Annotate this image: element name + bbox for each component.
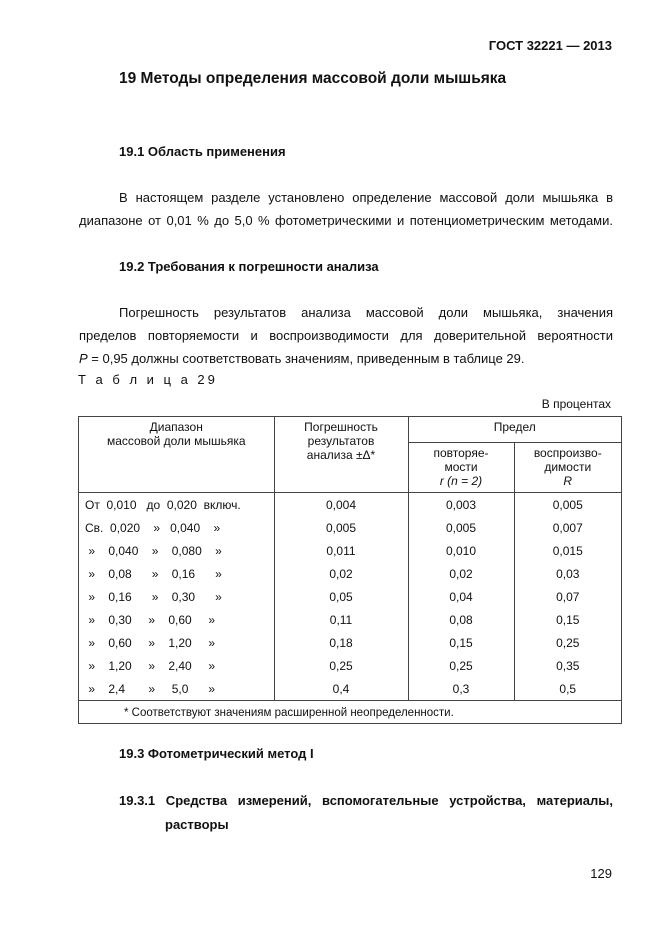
cell-error: 0,05 [274,585,408,608]
header-reproducibility-line-3: R [563,474,573,488]
cell-repeatability: 0,25 [408,654,514,677]
header-repeatability-line-2: мости [444,460,478,474]
header-reproducibility [514,443,621,493]
subsection-19-3-1-heading-line-2: растворы [165,817,229,832]
cell-error: 0,4 [274,677,408,701]
cell-reproducibility: 0,015 [552,543,583,558]
header-error [274,417,408,493]
table-row [79,585,621,608]
header-repeatability-line-3: r (n = 2) [439,474,483,488]
cell-range: » 0,30 » 0,60 » [79,608,274,631]
header-repeatability-line-1: повторяе- [433,446,489,460]
document-header: ГОСТ 32221 — 2013 [488,38,612,53]
table-row [79,654,621,677]
cell-reproducibility: 0,5 [559,681,577,696]
cell-range: Св. 0,020 » 0,040 » [79,516,274,539]
cell-reproducibility: 0,007 [552,520,583,535]
section-title: 19 Методы определения массовой доли мышьяка [119,70,507,87]
cell-error: 0,18 [274,631,408,654]
cell-repeatability: 0,02 [408,562,514,585]
header-error-line-3: анализа ±Δ* [306,448,376,462]
page-number: 129 [590,866,612,881]
table-caption: Т а б л и ц а 29 [78,372,218,387]
cell-range: » 0,08 » 0,16 » [79,562,274,585]
paragraph-19-2-line-2: пределов повторяемости и воспроизводимости для доверительной вероятности [79,328,613,343]
table-row [79,562,621,585]
header-repeatability [408,443,514,493]
cell-error: 0,02 [274,562,408,585]
cell-repeatability: 0,04 [408,585,514,608]
cell-repeatability: 0,005 [408,516,514,539]
header-range [79,417,274,493]
header-reproducibility-line-2: димости [544,460,592,474]
cell-range: » 0,16 » 0,30 » [79,585,274,608]
cell-range: » 0,040 » 0,080 » [79,539,274,562]
cell-error: 0,005 [274,516,408,539]
cell-error: 0,011 [274,539,408,562]
cell-reproducibility: 0,03 [556,566,580,581]
paragraph-19-2-line-3-text: = 0,95 должны соответствовать значениям, приведенным в таблице 29. [87,351,525,366]
cell-repeatability: 0,3 [408,677,514,701]
cell-repeatability: 0,003 [408,493,514,517]
subsection-19-3-heading: 19.3 Фотометрический метод I [119,746,314,761]
cell-range: » 2,4 » 5,0 » [79,677,274,701]
cell-reproducibility: 0,35 [556,658,580,673]
cell-reproducibility: 0,07 [556,589,580,604]
table-footnote: * Соответствуют значениям расширенной неопределенности. [79,701,621,728]
header-range-line-2: массовой доли мышьяка [106,434,246,448]
header-limit: Предел [408,417,621,443]
cell-range: » 1,20 » 2,40 » [79,654,274,677]
table-row [79,516,621,539]
results-table [79,417,621,727]
cell-error: 0,11 [274,608,408,631]
paragraph-19-2-line-3 [79,347,525,370]
header-error-line-2: результатов [307,434,375,448]
subsection-19-1-heading: 19.1 Область применения [119,144,286,159]
header-reproducibility-line-1: воспроизво- [533,446,602,460]
cell-reproducibility: 0,25 [556,635,580,650]
table-row [79,677,621,701]
cell-range: » 0,60 » 1,20 » [79,631,274,654]
cell-reproducibility: 0,15 [556,612,580,627]
header-range-line-1: Диапазон [149,420,203,434]
cell-reproducibility: 0,005 [552,497,583,512]
paragraph-19-2-line-1: Погрешность результатов анализа массовой доли мышьяка, значения [119,305,613,320]
probability-symbol: P [79,351,88,366]
header-error-line-1: Погрешность [304,420,378,434]
table-row [79,608,621,631]
cell-error: 0,004 [274,493,408,517]
table-row [79,631,621,654]
paragraph-19-1-line-1: В настоящем разделе установлено определение массовой доли мышьяка в [119,190,613,205]
table-row [79,493,621,517]
cell-repeatability: 0,010 [408,539,514,562]
subsection-19-3-1-heading-line-1: 19.3.1 Средства измерений, вспомогательные устройства, материалы, [119,793,613,808]
table-unit: В процентах [541,397,611,411]
cell-error: 0,25 [274,654,408,677]
cell-range: От 0,010 до 0,020 включ. [79,493,274,517]
paragraph-19-1-line-2: диапазоне от 0,01 % до 5,0 % фотометрическими и потенциометрическим методами. [79,213,613,228]
cell-repeatability: 0,08 [408,608,514,631]
cell-repeatability: 0,15 [408,631,514,654]
subsection-19-2-heading: 19.2 Требования к погрешности анализа [119,259,379,274]
table-row [79,539,621,562]
